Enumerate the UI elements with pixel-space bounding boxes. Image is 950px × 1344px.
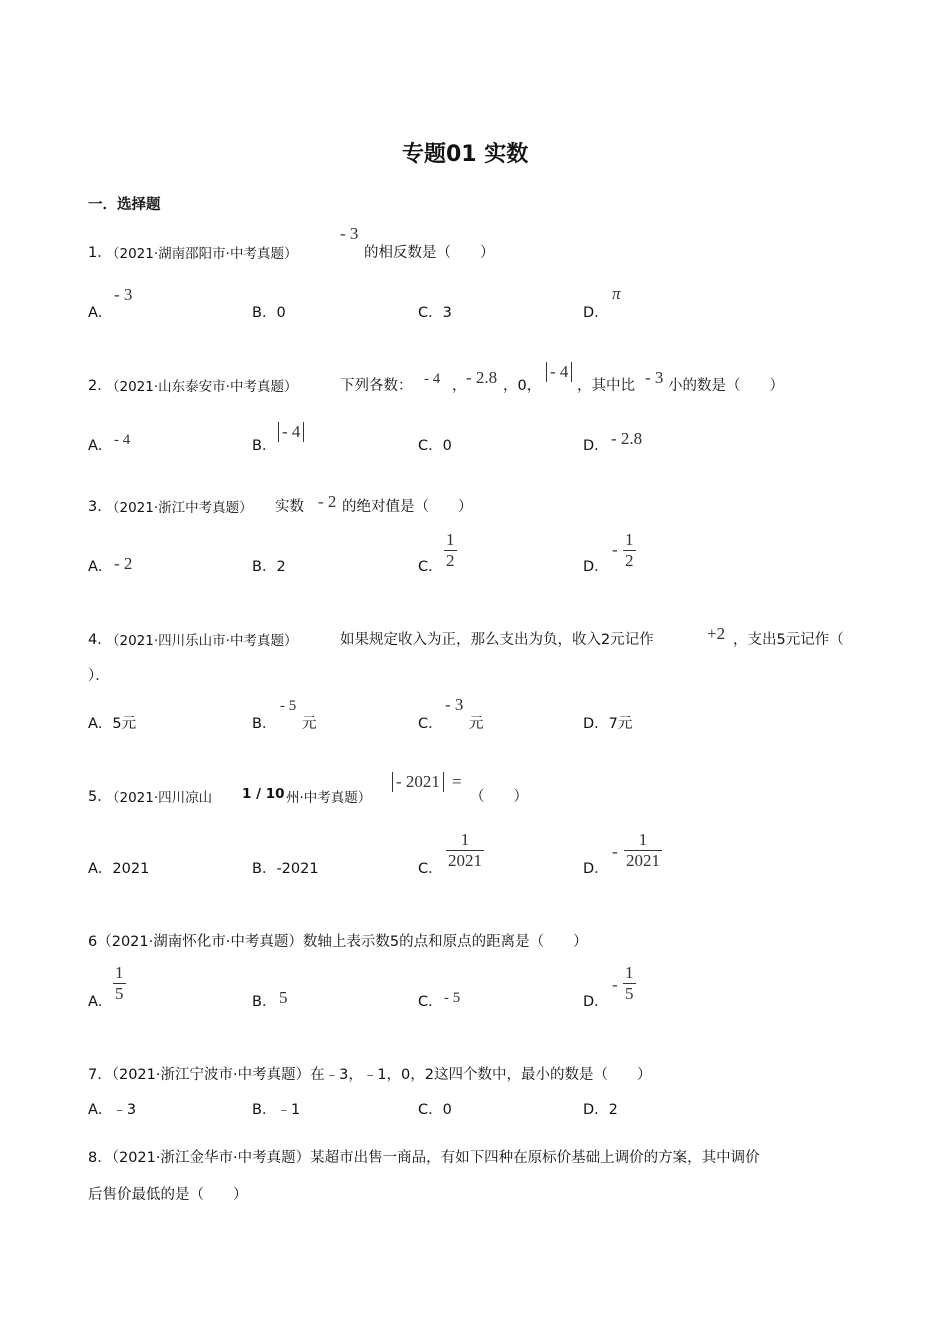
option-c-label: C． bbox=[418, 716, 443, 732]
option-d: D．2 bbox=[583, 1102, 618, 1118]
option-b: B．2 bbox=[252, 559, 286, 575]
option-c-label: C． bbox=[418, 559, 443, 575]
punctuation: ， bbox=[452, 378, 467, 394]
fraction-numerator: 1 bbox=[460, 830, 470, 849]
fraction-numerator: 1 bbox=[446, 530, 455, 549]
option-c-fraction bbox=[446, 830, 484, 870]
page-number: 1 / 10 bbox=[242, 786, 285, 802]
fraction-sign: - bbox=[612, 540, 618, 559]
option-b-label: B． bbox=[252, 994, 277, 1010]
fraction-numerator: 1 bbox=[115, 963, 124, 982]
option-d-label: D． bbox=[583, 305, 609, 321]
option-d-fraction bbox=[623, 963, 636, 1003]
option-d-label: D． bbox=[583, 994, 609, 1010]
option-a-label: A． bbox=[88, 559, 113, 575]
option-d-math: π bbox=[612, 284, 621, 303]
question-text: 6（2021·湖南怀化市·中考真题）数轴上表示数5的点和原点的距离是（ ） bbox=[88, 934, 588, 950]
math-equals: = bbox=[452, 772, 462, 791]
math-expression: - 3 bbox=[645, 368, 664, 387]
fraction-denominator: 2021 bbox=[448, 850, 482, 870]
fraction-numerator: 1 bbox=[625, 530, 634, 549]
option-c: C．0 bbox=[418, 438, 452, 454]
question-source: （2021·浙江中考真题） bbox=[106, 500, 253, 516]
option-b-unit: 元 bbox=[302, 716, 317, 732]
option-a: A．2021 bbox=[88, 861, 150, 877]
question-text: （ ） bbox=[470, 789, 528, 805]
option-c-math: - 5 bbox=[444, 990, 461, 1006]
fraction-denominator: 5 bbox=[115, 983, 124, 1003]
option-a-label: A． bbox=[88, 994, 113, 1010]
option-b: B．-2021 bbox=[252, 861, 319, 877]
question-text: 7．（2021·浙江宁波市·中考真题）在﹣3，﹣1，0，2这四个数中，最小的数是（ ） bbox=[88, 1067, 652, 1083]
option-a-math: - 4 bbox=[114, 432, 131, 448]
option-a-label: A． bbox=[88, 305, 113, 321]
option-b: B．0 bbox=[252, 305, 286, 321]
option-d-math: - 2.8 bbox=[611, 429, 643, 448]
fraction-numerator: 1 bbox=[625, 963, 634, 982]
question-number: 4． bbox=[88, 632, 112, 648]
option-b: B．﹣1 bbox=[252, 1102, 301, 1118]
option-a-math: - 2 bbox=[114, 554, 133, 573]
question-text: 小的数是（ ） bbox=[668, 378, 784, 394]
option-c-fraction bbox=[444, 530, 457, 570]
option-c-unit: 元 bbox=[469, 716, 484, 732]
option-c: C．3 bbox=[418, 305, 452, 321]
option-b-math: - 4 bbox=[278, 422, 304, 442]
option-d-fraction bbox=[623, 530, 636, 570]
option-b-label: B． bbox=[252, 438, 277, 454]
page-title: 专题01 实数 bbox=[402, 142, 529, 167]
question-number: 2． bbox=[88, 378, 112, 394]
option-d-label: D． bbox=[583, 559, 609, 575]
math-expression: - 2 bbox=[318, 492, 337, 511]
question-number: 5． bbox=[88, 789, 112, 805]
fraction-denominator: 2 bbox=[625, 550, 634, 570]
question-source: （2021·四川乐山市·中考真题） bbox=[106, 633, 298, 649]
option-d-fraction bbox=[624, 830, 662, 870]
option-b-math: 5 bbox=[279, 988, 288, 1007]
question-text: 如果规定收入为正，那么支出为负，收入2元记作 bbox=[340, 632, 654, 648]
question-text: ，0， bbox=[503, 378, 542, 394]
option-c: C．0 bbox=[418, 1102, 452, 1118]
question-number: 1． bbox=[88, 245, 112, 261]
math-absolute-value: - 2021 bbox=[392, 772, 444, 792]
question-text: 实数 bbox=[275, 499, 304, 515]
fraction-sign: - bbox=[612, 975, 618, 994]
question-text: ，其中比 bbox=[577, 378, 635, 394]
section-heading: 一．选择题 bbox=[88, 197, 161, 213]
question-source: 州·中考真题） bbox=[286, 790, 372, 806]
question-source: （2021·四川凉山 bbox=[106, 790, 213, 806]
question-text: ，支出5元记作（ bbox=[733, 632, 844, 648]
fraction-numerator: 1 bbox=[638, 830, 648, 849]
option-b-math: - 5 bbox=[280, 698, 297, 714]
question-text: 下列各数： bbox=[340, 378, 413, 394]
fraction-denominator: 5 bbox=[625, 983, 634, 1003]
question-text: ）． bbox=[88, 668, 110, 684]
option-c-math: - 3 bbox=[445, 695, 464, 714]
option-c-label: C． bbox=[418, 994, 443, 1010]
option-a-fraction bbox=[113, 963, 126, 1003]
question-source: （2021·山东泰安市·中考真题） bbox=[106, 379, 298, 395]
option-d-label: D． bbox=[583, 861, 609, 877]
option-d: D．7元 bbox=[583, 716, 633, 732]
question-text: 的绝对值是（ ） bbox=[342, 499, 473, 515]
option-a: A．﹣3 bbox=[88, 1102, 137, 1118]
option-b-label: B． bbox=[252, 716, 277, 732]
math-expression: - 3 bbox=[340, 224, 359, 243]
math-expression: - 2.8 bbox=[466, 368, 498, 387]
math-expression: +2 bbox=[707, 624, 726, 643]
option-c-label: C． bbox=[418, 861, 443, 877]
fraction-denominator: 2021 bbox=[626, 850, 660, 870]
option-a-math: - 3 bbox=[114, 285, 133, 304]
question-text: 后售价最低的是（ ） bbox=[88, 1187, 248, 1203]
question-number: 3． bbox=[88, 499, 112, 515]
fraction-denominator: 2 bbox=[446, 550, 455, 570]
option-a-label: A． bbox=[88, 438, 113, 454]
question-text: 的相反数是（ ） bbox=[364, 245, 495, 261]
fraction-sign: - bbox=[612, 842, 618, 861]
math-absolute-value: - 4 bbox=[546, 362, 572, 382]
option-a: A．5元 bbox=[88, 716, 137, 732]
question-source: （2021·湖南邵阳市·中考真题） bbox=[106, 246, 298, 262]
option-d-label: D． bbox=[583, 438, 609, 454]
question-text: 8．（2021·浙江金华市·中考真题）某超市出售一商品，有如下四种在原标价基础上调价的方案，其中调价 bbox=[88, 1150, 760, 1166]
math-expression: - 4 bbox=[424, 371, 441, 387]
